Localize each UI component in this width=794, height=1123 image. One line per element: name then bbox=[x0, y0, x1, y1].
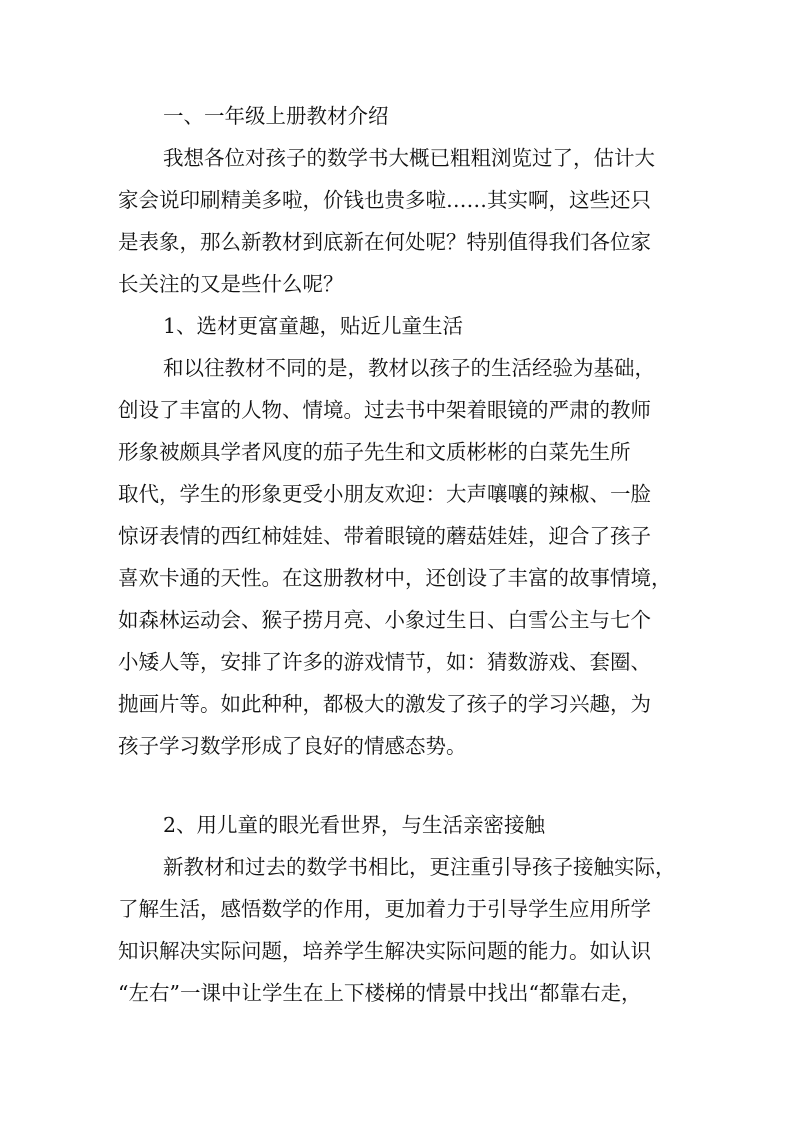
paragraph-line: “左右”一课中让学生在上下楼梯的情景中找出“都靠右走， bbox=[118, 981, 642, 1005]
paragraph-line: 抛画片等。如此种种，都极大的激发了孩子的学习兴趣，为 bbox=[118, 692, 651, 716]
paragraph-line: 新教材和过去的数学书相比，更注重引导孩子接触实际， bbox=[163, 855, 676, 879]
paragraph-line: 喜欢卡通的天性。在这册教材中，还创设了丰富的故事情境， bbox=[118, 566, 672, 590]
paragraph-line: 和以往教材不同的是，教材以孩子的生活经验为基础， bbox=[163, 356, 655, 380]
intro-line: 家会说印刷精美多啦，价钱也贵多啦……其实啊，这些还只 bbox=[118, 188, 651, 212]
paragraph-line: 取代，学生的形象更受小朋友欢迎：大声嚷嚷的辣椒、一脸 bbox=[118, 482, 651, 506]
paragraph-line: 形象被颇具学者风度的茄子先生和文质彬彬的白菜先生所 bbox=[118, 440, 631, 464]
subsection-title-1: 1、选材更富童趣，贴近儿童生活 bbox=[163, 314, 464, 338]
paragraph-line: 创设了丰富的人物、情境。过去书中架着眼镜的严肃的教师 bbox=[118, 398, 651, 422]
intro-line: 是表象，那么新教材到底新在何处呢？特别值得我们各位家 bbox=[118, 230, 651, 254]
section-heading: 一、一年级上册教材介绍 bbox=[163, 104, 389, 128]
paragraph-line: 了解生活，感悟数学的作用，更加着力于引导学生应用所学 bbox=[118, 897, 651, 921]
subsection-title-2: 2、用儿童的眼光看世界，与生活亲密接触 bbox=[163, 813, 546, 837]
paragraph-line: 惊讶表情的西红柿娃娃、带着眼镜的蘑菇娃娃，迎合了孩子 bbox=[118, 524, 651, 548]
paragraph-line: 如森林运动会、猴子捞月亮、小象过生日、白雪公主与七个 bbox=[118, 608, 651, 632]
paragraph-line: 知识解决实际问题，培养学生解决实际问题的能力。如认识 bbox=[118, 939, 651, 963]
intro-line: 我想各位对孩子的数学书大概已粗粗浏览过了，估计大 bbox=[163, 146, 655, 170]
paragraph-line: 小矮人等，安排了许多的游戏情节，如：猜数游戏、套圈、 bbox=[118, 650, 651, 674]
intro-line: 长关注的又是些什么呢？ bbox=[118, 272, 344, 296]
paragraph-line: 孩子学习数学形成了良好的情感态势。 bbox=[118, 734, 467, 758]
